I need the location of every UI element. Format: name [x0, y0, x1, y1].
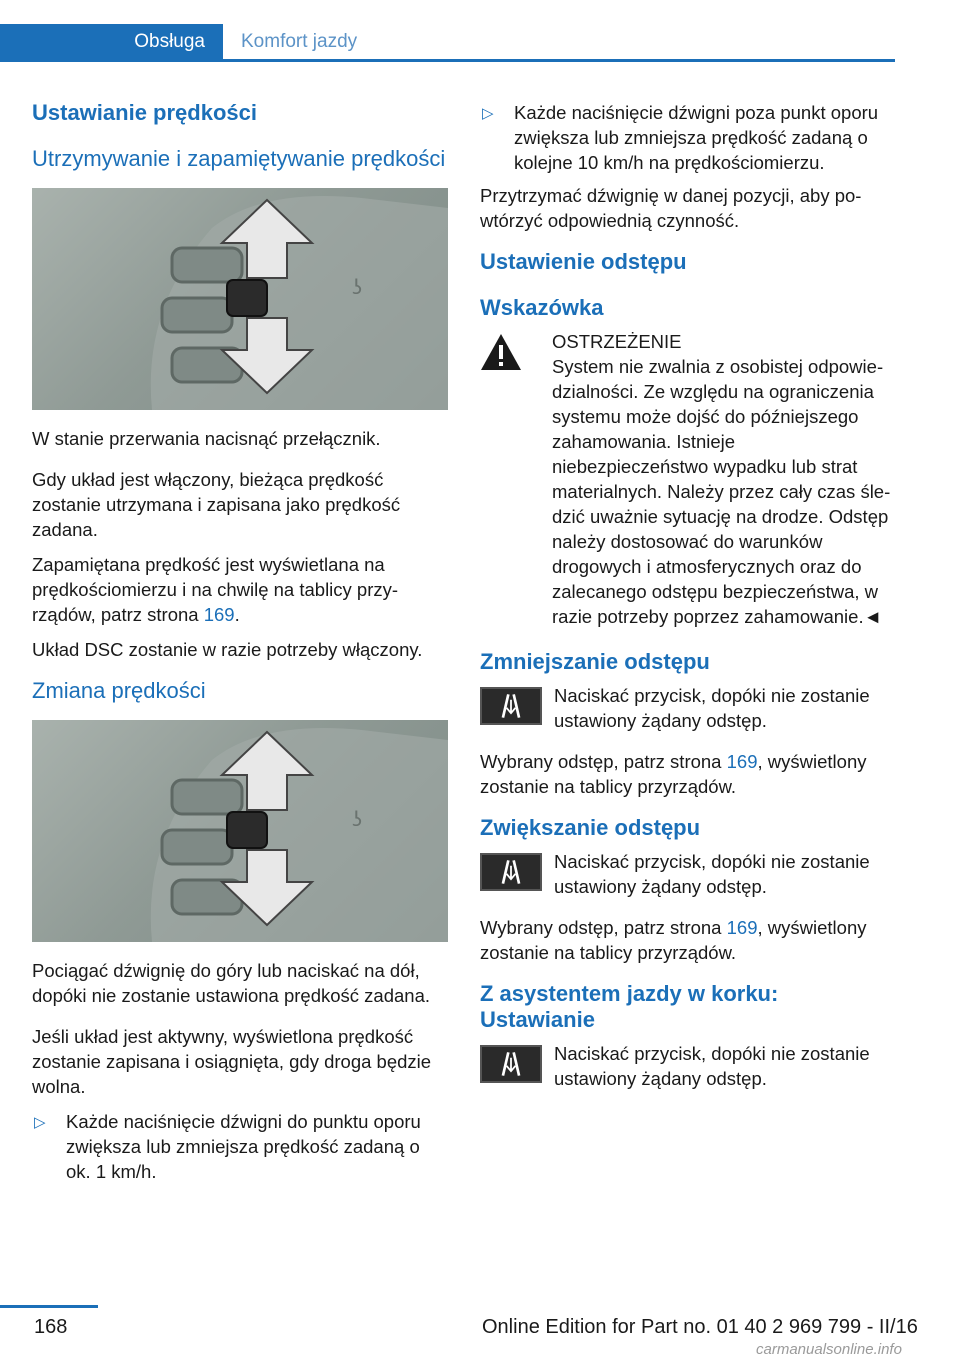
traffic-jam-row [480, 1041, 896, 1091]
distance-button-icon [480, 853, 542, 891]
subheading-increase-distance: Zwiększanie odstępu [480, 815, 701, 840]
text-fragment: Zapamiętana prędkość jest wyświetlana na prędkościomierzu i na chwilę na tablicy przyrządów, patrz strona [32, 554, 399, 625]
tab-obsluga[interactable]: Obsługa [0, 24, 223, 59]
paragraph-pull-lever: Pociągać dźwignię do góry lub naciskać na dół, dopóki nie zostanie ustawiona prędkość zadana. [32, 960, 431, 1006]
subheading-change-speed: Zmiana prędkości [32, 678, 206, 703]
page-number: 168 [34, 1316, 68, 1338]
increase-distance-row [480, 849, 896, 899]
svg-text:ʖ: ʖ [352, 807, 363, 831]
list-item [32, 1109, 448, 1184]
subheading-note: Wskazówka [480, 295, 604, 320]
steering-wheel-photo-1 [32, 188, 448, 410]
paragraph-press-switch: W stanie przerwania nacisnąć przełącznik. [32, 428, 381, 449]
subheading-traffic-jam-assistant: Z asystentem jazdy w korku: Ustawianie [480, 981, 779, 1032]
paragraph-active-system: Jeśli układ jest aktywny, wyświetlona prędkość zostanie zapisana i osiągnięta, gdy droga będzie wolna. [32, 1026, 432, 1097]
svg-text:ʖ: ʖ [352, 275, 363, 299]
decrease-distance-text: Naciskać przycisk, dopóki nie zostanie ustawiony żądany odstęp. [554, 685, 870, 731]
tab-komfort-jazdy[interactable]: Komfort jazdy [241, 31, 358, 52]
paragraph-selected-distance-1 [480, 749, 896, 799]
decrease-distance-row [480, 683, 896, 733]
paragraph-dsc: Układ DSC zostanie w razie potrzeby włączony. [32, 639, 423, 660]
page-link-169[interactable]: 169 [726, 917, 758, 938]
text-fragment: Wybrany odstęp, patrz strona [480, 917, 727, 938]
traffic-jam-text: Naciskać przycisk, dopóki nie zostanie ustawiony żądany odstęp. [554, 1043, 870, 1089]
triangle-right-icon: ▷ [482, 105, 494, 122]
distance-button-icon [480, 1045, 542, 1083]
paragraph-speed-held: Gdy układ jest włączony, bieżąca prędkość zostanie utrzymana i zapisana jako prędkość zadana. [32, 469, 401, 540]
section-title-distance: Ustawienie odstępu [480, 249, 687, 274]
list-item [480, 100, 896, 175]
warning-text-body: System nie zwalnia z osobistej odpowiedzialności. Ze względu na ograniczenia systemu może dojść do późniejszego zahamowania. Istnieje niebezpieczeństwo wypadku lub strat materialnych. Należy przez cały czas śledzić uważnie sytuację na drodze. Odstęp należy dostosować do warunków drogowych i atmosferycznych oraz do zalecanego odstępu bezpieczeństwa, w razie potrzeby poprzez zahamowanie.◄ [552, 356, 891, 627]
text-fragment: , wyświetlony zostanie na tablicy przyrządów. [480, 751, 867, 797]
warning-block [480, 329, 896, 629]
distance-button-icon [480, 687, 542, 725]
triangle-right-icon: ▷ [34, 1114, 46, 1131]
section-title-speed: Ustawianie prędkości [32, 100, 257, 125]
text-fragment: , wyświetlony zostanie na tablicy przyrządów. [480, 917, 867, 963]
text-fragment: Wybrany odstęp, patrz strona [480, 751, 727, 772]
paragraph-selected-distance-2 [480, 915, 896, 965]
bullet-text: Każde naciśnięcie dźwigni do punktu oporu zwiększa lub zmniejsza prędkość zadaną o ok. 1 km/h. [66, 1111, 421, 1182]
bullet-text: Każde naciśnięcie dźwigni poza punkt oporu zwiększa lub zmniejsza prędkość zadaną o kolejne 10 km/h na prędkościomierzu. [514, 102, 879, 173]
warning-title: OSTRZEŻENIE [552, 331, 682, 352]
subheading-hold-speed: Utrzymywanie i zapamiętywanie prędkości [32, 146, 446, 171]
left-column [32, 100, 448, 1192]
page-link-169[interactable]: 169 [726, 751, 758, 772]
subheading-decrease-distance: Zmniejszanie odstępu [480, 649, 710, 674]
page-link-169[interactable]: 169 [203, 604, 235, 625]
footer-accent-line [0, 1305, 98, 1308]
watermark: carmanualsonline.info [756, 1341, 902, 1358]
paragraph-saved-speed [32, 552, 448, 627]
increase-distance-text: Naciskać przycisk, dopóki nie zostanie ustawiony żądany odstęp. [554, 851, 870, 897]
header-tabbar [0, 24, 895, 62]
edition-info: Online Edition for Part no. 01 40 2 969 799 - II/16 [482, 1316, 918, 1338]
steering-wheel-photo-2 [32, 720, 448, 942]
paragraph-hold-lever: Przytrzymać dźwignię w danej pozycji, aby powtórzyć odpowiednią czynność. [480, 185, 862, 231]
right-column [480, 100, 896, 1107]
text-fragment: . [234, 604, 240, 625]
warning-triangle-icon [480, 333, 522, 371]
warning-text [552, 356, 890, 627]
